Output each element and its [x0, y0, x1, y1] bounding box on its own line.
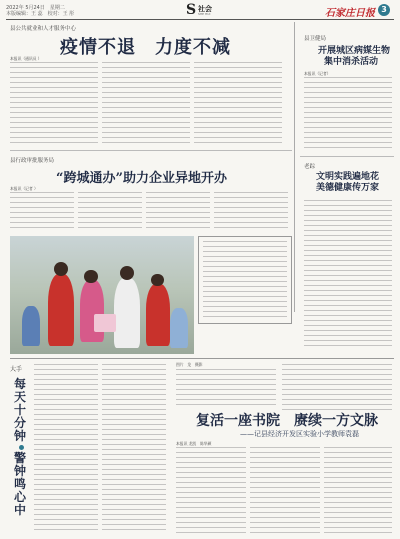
- article2-title-line2: 集中消杀活动: [324, 57, 379, 67]
- vt-char-6: 警: [14, 451, 27, 465]
- article6-body-col1: [176, 447, 246, 533]
- article5-label: 大手: [10, 366, 23, 373]
- section-pinyin: SHE HUI: [198, 12, 211, 16]
- article4-kicker: 老踪: [304, 164, 316, 170]
- vt-dot: [19, 445, 24, 450]
- article4-body: [304, 200, 392, 350]
- vt-char-1: 每: [14, 377, 27, 391]
- article2-title: [318, 46, 390, 68]
- article3-body-col4: [214, 192, 288, 232]
- article5-caption-body: [176, 369, 276, 407]
- page-number-badge: 3: [378, 4, 390, 16]
- vt-char-2: 天: [14, 390, 27, 404]
- article5-caption-head: 图片 龙 摄影: [176, 362, 203, 367]
- vt-char-7: 钟: [14, 464, 27, 478]
- date-line: 2022年 5月24日 星期二: [6, 5, 65, 11]
- article6-title: 复活一座书院 赓续一方文脉: [196, 413, 378, 429]
- vt-char-4: 分: [14, 416, 27, 430]
- header-date: [6, 5, 146, 17]
- article2-byline: 本报讯（记者）: [304, 71, 331, 76]
- article1-body-col3: [194, 62, 282, 146]
- article6-byline: 本报讯 龙凯 陈华颜: [176, 441, 212, 446]
- article4-title-line1: 文明实践遍地花: [316, 172, 380, 182]
- article4-title: [316, 172, 379, 194]
- article3-byline: 本报讯（记者 ）: [10, 186, 38, 191]
- vt-char-3: 十: [14, 403, 27, 417]
- article5-body-col1: [34, 364, 98, 532]
- paper-logo: 石家庄日报: [325, 8, 375, 19]
- article1-title: 疫情不退 力度不减: [60, 37, 231, 58]
- edition-line: 本版编辑：王 蕊 校对：王 彤: [6, 11, 75, 17]
- article5-body-col2: [102, 364, 166, 532]
- vt-char-5: 钟: [14, 429, 27, 443]
- article3-kicker: 县行政审批服务局: [10, 158, 55, 164]
- article6-body-col3: [324, 447, 392, 533]
- section-name: 社会: [198, 5, 212, 13]
- vt-char-8: 鸣: [14, 477, 27, 491]
- section-letter: S: [186, 2, 197, 18]
- boxed-note: [198, 236, 292, 324]
- section-rule-3: [10, 358, 394, 359]
- boxed-note-body: [203, 241, 287, 317]
- article6-top-body: [282, 364, 392, 410]
- article2-title-line1: 开展城区病媒生物: [318, 46, 391, 56]
- article4-title-line2: 美德健康传万家: [316, 183, 380, 193]
- section-mark: [186, 2, 236, 16]
- article3-body-col3: [146, 192, 210, 232]
- news-photo: [10, 236, 194, 354]
- vt-char-10: 中: [14, 503, 27, 517]
- article1-body-col2: [102, 62, 190, 146]
- article2-kicker: 县卫健局: [304, 36, 327, 42]
- article1-body-col1: [10, 62, 98, 146]
- article5-vertical-title: [14, 378, 28, 517]
- article1-byline: 本报讯（通讯员 ）: [10, 56, 42, 61]
- article6-body-col2: [250, 447, 320, 533]
- article3-body-col2: [78, 192, 142, 232]
- column-divider: [294, 22, 295, 312]
- header-rule: [6, 19, 394, 20]
- article6-subtitle: ——记县经济开发区实验小学教师袁磊: [240, 430, 359, 438]
- article1-kicker: 县公共就业和人才服务中心: [10, 26, 77, 32]
- article2-body: [304, 77, 392, 149]
- article3-title: “跨城通办”助力企业异地开办: [56, 171, 227, 186]
- section-rule-1: [10, 150, 292, 151]
- vt-char-9: 心: [14, 490, 27, 504]
- section-rule-2: [300, 156, 394, 157]
- article3-body-col1: [10, 192, 74, 232]
